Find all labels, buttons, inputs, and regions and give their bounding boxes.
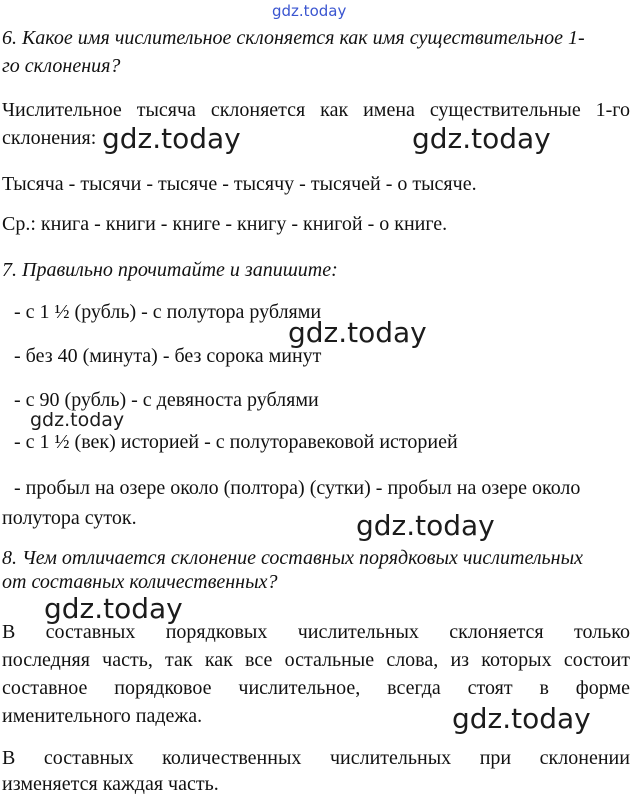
watermark: gdz.today xyxy=(412,122,551,155)
watermark: gdz.today xyxy=(44,592,183,625)
answer-6-line-1: Числительное тысяча склоняется как имена существительные 1-го xyxy=(2,99,630,121)
q7-item-1: - с 1 ½ (рубль) - с полутора рублями xyxy=(14,301,322,323)
q7-item-3: - с 90 (рубль) - с девяноста рублями xyxy=(14,389,319,411)
question-6-line-2: го склонения? xyxy=(2,55,121,77)
q7-item-5-line-2: полутора суток. xyxy=(2,507,137,529)
answer-8-para-1-line-4: именительного падежа. xyxy=(2,705,203,727)
question-6-line-1: 6. Какое имя числительное склоняется как имя существительное 1- xyxy=(2,27,585,49)
answer-8-para-1-line-3: составное порядковое числительное, всегда стоят в форме xyxy=(2,677,630,699)
answer-8-para-2-line-1: В составных количественных числительных при склонении xyxy=(2,747,630,769)
question-8-line-2: от составных количественных? xyxy=(2,571,278,593)
q7-item-5-line-1: - пробыл на озере около (полтора) (сутки) - пробыл на озере около xyxy=(14,477,581,499)
question-7: 7. Правильно прочитайте и запишите: xyxy=(2,259,338,281)
watermark: gdz.today xyxy=(452,702,591,735)
q7-item-4: - с 1 ½ (век) историей - с полуторавековой историей xyxy=(14,431,458,453)
watermark: gdz.today xyxy=(30,409,125,431)
example-thousand-declension: Тысяча - тысячи - тысяче - тысячу - тысячей - о тысяче. xyxy=(2,173,477,195)
watermark: gdz.today xyxy=(356,509,495,542)
watermark-top: gdz.today xyxy=(272,2,347,20)
question-8-line-1: 8. Чем отличается склонение составных порядковых числительных xyxy=(2,547,583,569)
watermark: gdz.today xyxy=(102,122,241,155)
answer-8-para-1-line-2: последняя часть, так как все остальные слова, из которых состоит xyxy=(2,649,630,671)
example-book-declension: Ср.: книга - книги - книге - книгу - книгой - о книге. xyxy=(2,213,448,235)
watermark: gdz.today xyxy=(288,316,427,349)
answer-8-para-2-line-2: изменяется каждая часть. xyxy=(2,773,219,795)
q7-item-2: - без 40 (минута) - без сорока минут xyxy=(14,345,322,367)
answer-6-line-2: склонения: xyxy=(2,127,97,149)
answer-8-para-1-line-1: В составных порядковых числительных склоняется только xyxy=(2,621,630,643)
